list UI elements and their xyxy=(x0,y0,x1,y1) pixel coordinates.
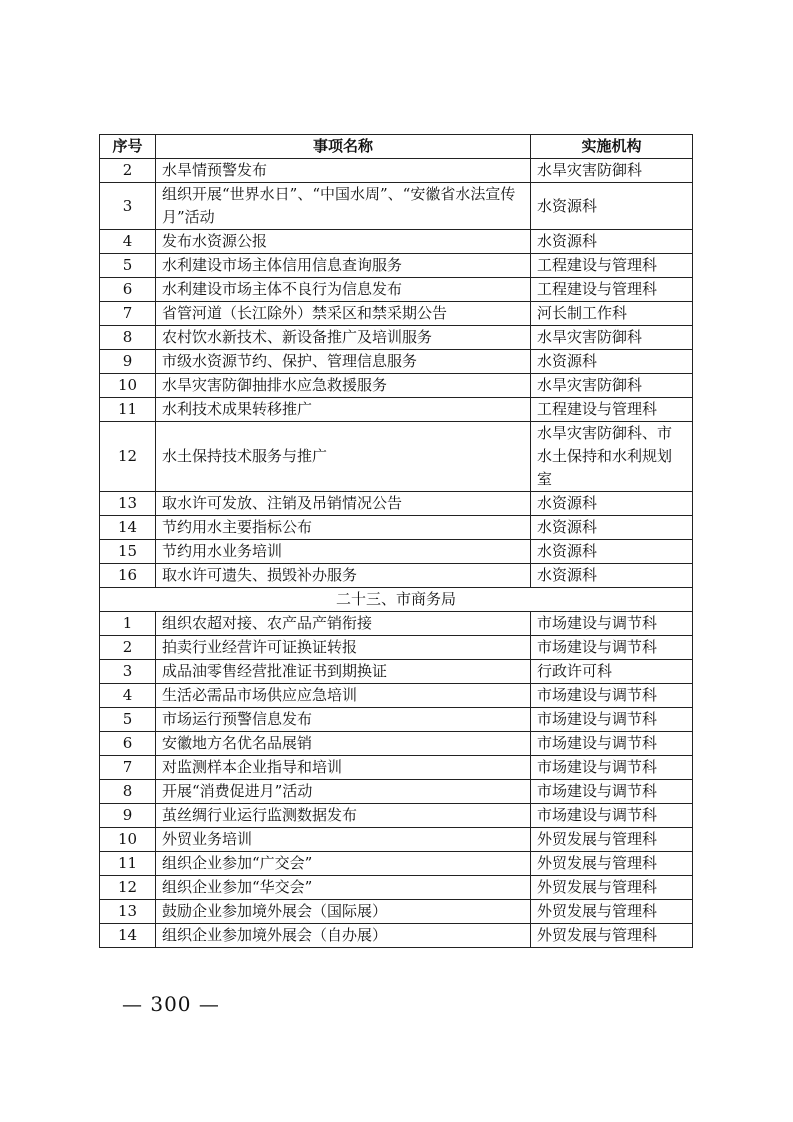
row-org: 市场建设与调节科 xyxy=(531,636,693,660)
section-title: 二十三、市商务局 xyxy=(100,588,693,612)
row-org: 水资源科 xyxy=(531,350,693,374)
row-name: 节约用水主要指标公布 xyxy=(156,516,531,540)
row-num: 11 xyxy=(100,398,156,422)
table-row xyxy=(100,540,693,564)
table-row xyxy=(100,254,693,278)
table-row xyxy=(100,900,693,924)
row-org: 水资源科 xyxy=(531,183,693,230)
row-org: 水旱灾害防御科、市水土保持和水利规划室 xyxy=(531,422,693,492)
row-num: 8 xyxy=(100,326,156,350)
row-name: 拍卖行业经营许可证换证转报 xyxy=(156,636,531,660)
row-org: 市场建设与调节科 xyxy=(531,732,693,756)
row-org: 外贸发展与管理科 xyxy=(531,876,693,900)
row-name: 水旱灾害防御抽排水应急救援服务 xyxy=(156,374,531,398)
row-num: 6 xyxy=(100,278,156,302)
table-row xyxy=(100,159,693,183)
row-name: 水土保持技术服务与推广 xyxy=(156,422,531,492)
row-org: 外贸发展与管理科 xyxy=(531,852,693,876)
row-name: 外贸业务培训 xyxy=(156,828,531,852)
row-org: 水资源科 xyxy=(531,540,693,564)
row-org: 水资源科 xyxy=(531,230,693,254)
row-org: 外贸发展与管理科 xyxy=(531,924,693,948)
table-row xyxy=(100,828,693,852)
row-num: 16 xyxy=(100,564,156,588)
row-name: 组织开展“世界水日”、“中国水周”、“安徽省水法宣传月”活动 xyxy=(156,183,531,230)
row-name: 组织企业参加“广交会” xyxy=(156,852,531,876)
section-row xyxy=(100,588,693,612)
table-row xyxy=(100,660,693,684)
row-name: 生活必需品市场供应应急培训 xyxy=(156,684,531,708)
page-number: — 300 — xyxy=(122,992,220,1016)
row-name: 市场运行预警信息发布 xyxy=(156,708,531,732)
row-org: 工程建设与管理科 xyxy=(531,398,693,422)
row-name: 组织农超对接、农产品产销衔接 xyxy=(156,612,531,636)
row-num: 12 xyxy=(100,876,156,900)
row-name: 节约用水业务培训 xyxy=(156,540,531,564)
row-name: 开展“消费促进月”活动 xyxy=(156,780,531,804)
table-row xyxy=(100,516,693,540)
row-name: 发布水资源公报 xyxy=(156,230,531,254)
row-num: 13 xyxy=(100,492,156,516)
table-row xyxy=(100,230,693,254)
table-row xyxy=(100,278,693,302)
row-num: 4 xyxy=(100,230,156,254)
row-name: 水利建设市场主体信用信息查询服务 xyxy=(156,254,531,278)
row-name: 水利技术成果转移推广 xyxy=(156,398,531,422)
header-name: 事项名称 xyxy=(156,135,531,159)
row-name: 成品油零售经营批准证书到期换证 xyxy=(156,660,531,684)
row-name: 安徽地方名优名品展销 xyxy=(156,732,531,756)
table-row xyxy=(100,756,693,780)
row-name: 组织企业参加境外展会（自办展） xyxy=(156,924,531,948)
row-name: 农村饮水新技术、新设备推广及培训服务 xyxy=(156,326,531,350)
table-row xyxy=(100,684,693,708)
table-row xyxy=(100,374,693,398)
table-row xyxy=(100,876,693,900)
table-row xyxy=(100,326,693,350)
table-row xyxy=(100,492,693,516)
row-name: 市级水资源节约、保护、管理信息服务 xyxy=(156,350,531,374)
row-num: 2 xyxy=(100,636,156,660)
row-num: 13 xyxy=(100,900,156,924)
row-name: 省管河道（长江除外）禁采区和禁采期公告 xyxy=(156,302,531,326)
row-org: 水旱灾害防御科 xyxy=(531,159,693,183)
row-num: 14 xyxy=(100,924,156,948)
row-org: 市场建设与调节科 xyxy=(531,780,693,804)
row-num: 15 xyxy=(100,540,156,564)
table-row xyxy=(100,302,693,326)
row-num: 7 xyxy=(100,756,156,780)
row-org: 工程建设与管理科 xyxy=(531,278,693,302)
row-org: 河长制工作科 xyxy=(531,302,693,326)
row-name: 鼓励企业参加境外展会（国际展） xyxy=(156,900,531,924)
row-org: 水资源科 xyxy=(531,564,693,588)
table-row xyxy=(100,924,693,948)
table-row xyxy=(100,732,693,756)
table-row xyxy=(100,612,693,636)
table-row xyxy=(100,636,693,660)
row-num: 9 xyxy=(100,350,156,374)
table-row xyxy=(100,852,693,876)
row-num: 4 xyxy=(100,684,156,708)
row-org: 市场建设与调节科 xyxy=(531,612,693,636)
header-org: 实施机构 xyxy=(531,135,693,159)
row-num: 5 xyxy=(100,708,156,732)
row-name: 取水许可发放、注销及吊销情况公告 xyxy=(156,492,531,516)
header-num: 序号 xyxy=(100,135,156,159)
row-num: 9 xyxy=(100,804,156,828)
row-name: 对监测样本企业指导和培训 xyxy=(156,756,531,780)
row-num: 10 xyxy=(100,828,156,852)
row-org: 行政许可科 xyxy=(531,660,693,684)
row-num: 6 xyxy=(100,732,156,756)
row-name: 水旱情预警发布 xyxy=(156,159,531,183)
table-row xyxy=(100,350,693,374)
row-org: 水资源科 xyxy=(531,492,693,516)
row-num: 8 xyxy=(100,780,156,804)
row-name: 组织企业参加“华交会” xyxy=(156,876,531,900)
row-org: 外贸发展与管理科 xyxy=(531,828,693,852)
row-name: 茧丝绸行业运行监测数据发布 xyxy=(156,804,531,828)
table-header-row xyxy=(100,135,693,159)
table-row xyxy=(100,708,693,732)
row-name: 取水许可遗失、损毁补办服务 xyxy=(156,564,531,588)
row-org: 外贸发展与管理科 xyxy=(531,900,693,924)
row-org: 市场建设与调节科 xyxy=(531,804,693,828)
row-org: 水旱灾害防御科 xyxy=(531,374,693,398)
row-org: 水资源科 xyxy=(531,516,693,540)
table-row xyxy=(100,183,693,230)
row-org: 工程建设与管理科 xyxy=(531,254,693,278)
row-num: 2 xyxy=(100,159,156,183)
table-row xyxy=(100,422,693,492)
row-num: 11 xyxy=(100,852,156,876)
row-num: 12 xyxy=(100,422,156,492)
row-num: 14 xyxy=(100,516,156,540)
table-row xyxy=(100,564,693,588)
table-row xyxy=(100,780,693,804)
row-num: 3 xyxy=(100,183,156,230)
row-org: 水旱灾害防御科 xyxy=(531,326,693,350)
row-num: 1 xyxy=(100,612,156,636)
row-num: 7 xyxy=(100,302,156,326)
row-num: 3 xyxy=(100,660,156,684)
row-num: 5 xyxy=(100,254,156,278)
table-row xyxy=(100,398,693,422)
row-org: 市场建设与调节科 xyxy=(531,708,693,732)
row-org: 市场建设与调节科 xyxy=(531,684,693,708)
table-row xyxy=(100,804,693,828)
row-name: 水利建设市场主体不良行为信息发布 xyxy=(156,278,531,302)
row-num: 10 xyxy=(100,374,156,398)
service-items-table xyxy=(99,134,693,948)
row-org: 市场建设与调节科 xyxy=(531,756,693,780)
